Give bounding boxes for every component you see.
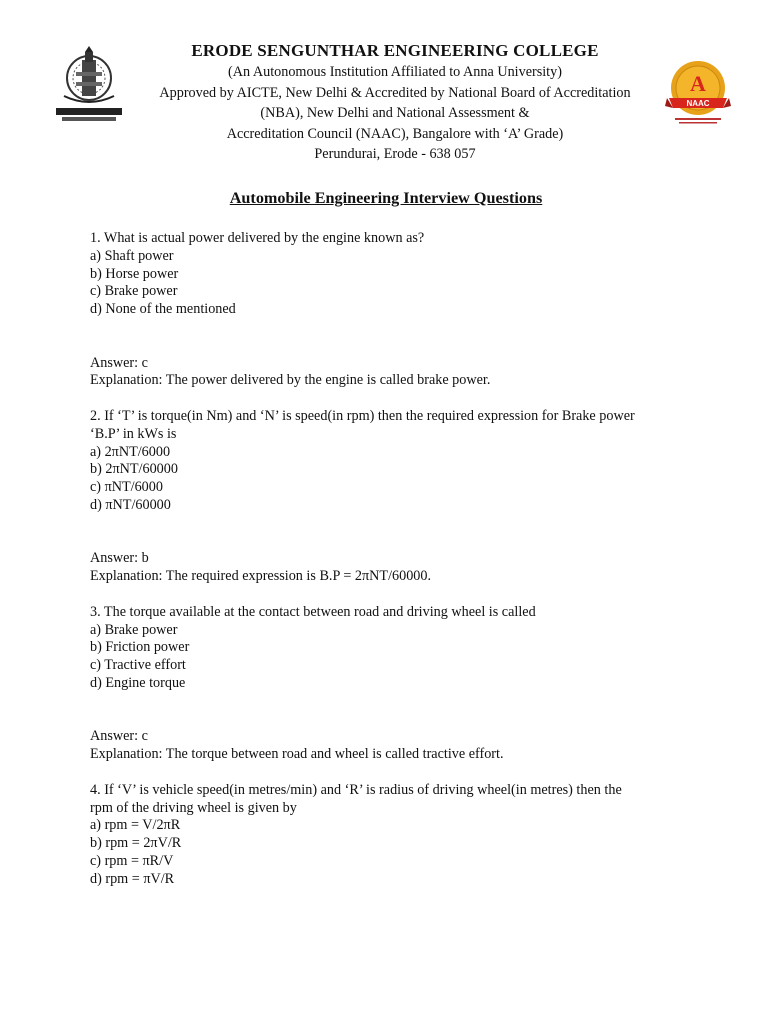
accreditation-line: (NBA), New Delhi and National Assessment & (260, 105, 530, 121)
option-a: a) rpm = V/2πR (90, 817, 181, 834)
explanation-text: Explanation: The required expression is B.P = 2πNT/60000. (90, 568, 432, 585)
question-text-continued: rpm of the driving wheel is given by (90, 799, 297, 816)
option-b: b) Horse power (90, 265, 179, 282)
college-header (0, 40, 768, 170)
explanation-text: Explanation: The power delivered by the engine is called brake power. (90, 372, 491, 389)
answer-text: Answer: c (90, 728, 148, 745)
header-text (130, 40, 660, 165)
option-d: d) None of the mentioned (90, 301, 236, 318)
naac-label: NAAC (686, 99, 710, 108)
option-d: d) rpm = πV/R (90, 870, 175, 887)
approval-line: Approved by AICTE, New Delhi & Accredited by National Board of Accreditation (159, 84, 631, 101)
answer-text: Answer: b (90, 550, 149, 567)
question-text: 3. The torque available at the contact between road and driving wheel is called (90, 603, 536, 620)
option-c: c) Brake power (90, 283, 178, 300)
spacer (90, 586, 690, 604)
college-name: ERODE SENGUNTHAR ENGINEERING COLLEGE (191, 41, 599, 60)
option-c: c) πNT/6000 (90, 479, 163, 496)
explanation-text: Explanation: The torque between road and wheel is called tractive effort. (90, 746, 504, 763)
questions-body (90, 230, 690, 888)
option-b: b) rpm = 2πV/R (90, 835, 182, 852)
spacer (90, 515, 690, 551)
question-block (90, 782, 690, 889)
option-b: b) Friction power (90, 639, 190, 656)
document-title: Automobile Engineering Interview Questions (229, 189, 543, 207)
question-text: 2. If ‘T’ is torque(in Nm) and ‘N’ is speed(in rpm) then the required expression for Brake power (90, 407, 635, 424)
spacer (90, 390, 690, 408)
answer-text: Answer: c (90, 354, 148, 371)
naac-line: Accreditation Council (NAAC), Bangalore with ‘A’ Grade) (226, 125, 564, 142)
spacer (90, 319, 690, 355)
option-d: d) Engine torque (90, 674, 186, 691)
question-block (90, 604, 690, 782)
naac-badge-icon (665, 58, 731, 128)
college-emblem-icon (54, 46, 124, 126)
question-text-continued: ‘B.P’ in kWs is (90, 425, 177, 442)
option-d: d) πNT/60000 (90, 496, 171, 513)
option-a: a) Shaft power (90, 247, 174, 264)
question-block (90, 408, 690, 604)
option-c: c) Tractive effort (90, 657, 186, 674)
option-c: c) rpm = πR/V (90, 852, 174, 869)
question-text: 4. If ‘V’ is vehicle speed(in metres/min) and ‘R’ is radius of driving wheel(in metres) then the (90, 781, 622, 798)
affiliation-line: (An Autonomous Institution Affiliated to Anna University) (228, 64, 562, 80)
option-a: a) 2πNT/6000 (90, 443, 171, 460)
spacer (90, 693, 690, 729)
question-block (90, 230, 690, 408)
spacer (90, 764, 690, 782)
question-text: 1. What is actual power delivered by the engine known as? (90, 230, 425, 246)
option-b: b) 2πNT/60000 (90, 461, 178, 478)
naac-grade: A (690, 71, 706, 96)
address-line: Perundurai, Erode - 638 057 (314, 146, 476, 162)
option-a: a) Brake power (90, 621, 178, 638)
